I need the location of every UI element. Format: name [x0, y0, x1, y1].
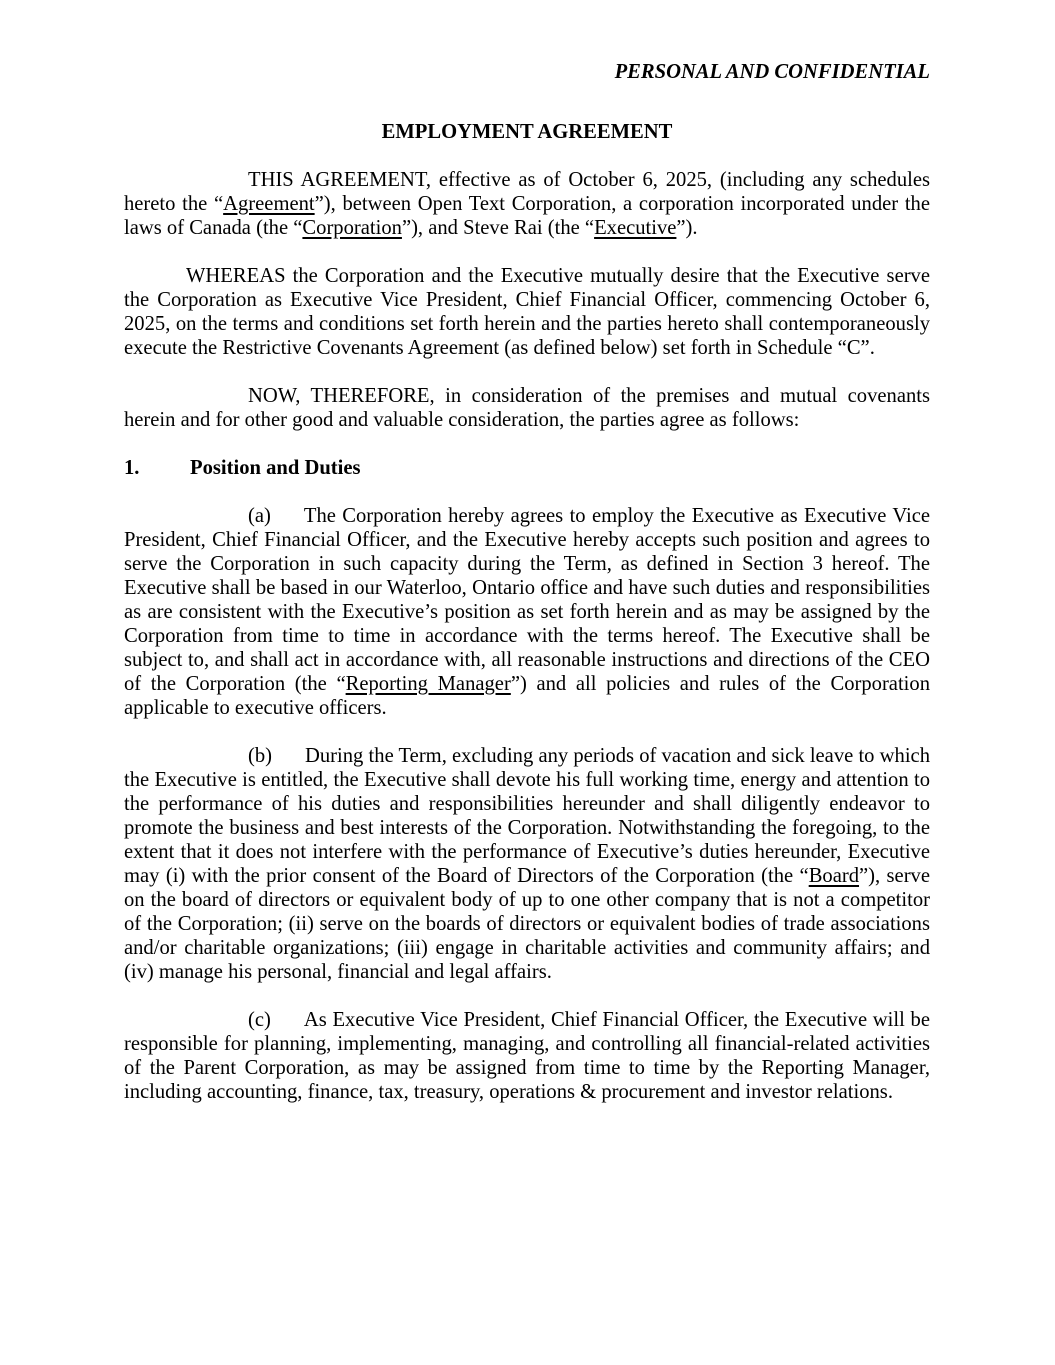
- whereas-clause: [124, 264, 930, 360]
- clause-1a: [124, 504, 930, 720]
- section-1-heading: [124, 456, 930, 480]
- defined-term: Agreement: [223, 193, 315, 215]
- defined-term: Corporation: [302, 217, 402, 239]
- text-run: ”).: [676, 217, 698, 239]
- section-number: 1.: [124, 457, 140, 479]
- text-run: (a): [248, 505, 271, 527]
- preamble-paragraph: [124, 168, 930, 240]
- text-run: (c): [248, 1009, 271, 1031]
- defined-term: Executive: [594, 217, 677, 239]
- text-run: ”) and all policies and rules of the Corporation applicable to executive officers.: [124, 673, 930, 719]
- section-title: Position and Duties: [190, 457, 361, 479]
- document-content: [124, 0, 930, 1104]
- text-run: THIS AGREEMENT, effective as of October 6, 2025, (including any schedules hereto the “: [124, 169, 930, 215]
- text-run: The Corporation hereby agrees to employ the Executive as Executive Vice President, Chief Financial Officer, and the Executive hereby accepts such position and agrees to serve the Corporation in such capacity during the Term, as defined in Section 3 hereof. The Executive shall be based in our Waterloo, Ontario office and have such duties and responsibilities as are consistent with the Executive’s position as set forth herein and as may be assigned by the Corporation from time to time in accordance with the terms hereof. The Executive shall be subject to, and shall act in accordance with, all reasonable instructions and directions of the CEO of the Corporation (the “: [124, 505, 930, 695]
- text-run: As Executive Vice President, Chief Financial Officer, the Executive will be responsible for planning, implementing, managing, and controlling all financial-related activities of the Parent Corporation, as may be assigned from time to time by the Reporting Manager, including accounting, finance, tax, treasury, operations & procurement and investor relations.: [124, 1009, 930, 1103]
- defined-term: Board: [808, 865, 860, 887]
- text-run: NOW, THEREFORE, in consideration of the premises and mutual covenants herein and for other good and valuable consideration, the parties agree as follows:: [124, 385, 930, 431]
- text-run: WHEREAS the Corporation and the Executive mutually desire that the Executive serve the Corporation as Executive Vice President, Chief Financial Officer, commencing October 6, 2025, on the terms and conditions set forth herein and the parties hereto shall contemporaneously execute the Restrictive Covenants Agreement (as defined below) set forth in Schedule “C”.: [124, 265, 930, 359]
- text-run: ”), and Steve Rai (the “: [401, 217, 595, 239]
- text-run: During the Term, excluding any periods of vacation and sick leave to which the Executive is entitled, the Executive shall devote his full working time, energy and attention to the performance of his duties and responsibilities hereunder and shall diligently endeavor to promote the business and best interests of the Corporation. Notwithstanding the foregoing, to the extent that it does not interfere with the performance of Executive’s duties hereunder, Executive may (i) with the prior consent of the Board of Directors of the Corporation (the “: [124, 745, 930, 887]
- defined-term: Reporting Manager: [345, 673, 511, 695]
- text-run: ”), serve on the board of directors or equivalent body of up to one other company that is not a competitor of the Corporation; (ii) serve on the boards of directors or equivalent bodies of trade associations and/or charitable organizations; (iii) engage in charitable activities and community affairs; and (iv) manage his personal, financial and legal affairs.: [124, 865, 930, 983]
- now-therefore-clause: [124, 384, 930, 432]
- confidential-notice: PERSONAL AND CONFIDENTIAL: [614, 61, 930, 83]
- document-title: EMPLOYMENT AGREEMENT: [381, 121, 673, 143]
- clause-1c: [124, 1008, 930, 1104]
- clause-1b: [124, 744, 930, 984]
- text-run: ”), between Open Text Corporation, a corporation incorporated under the laws of Canada (the “: [124, 193, 930, 239]
- text-run: (b): [248, 745, 273, 767]
